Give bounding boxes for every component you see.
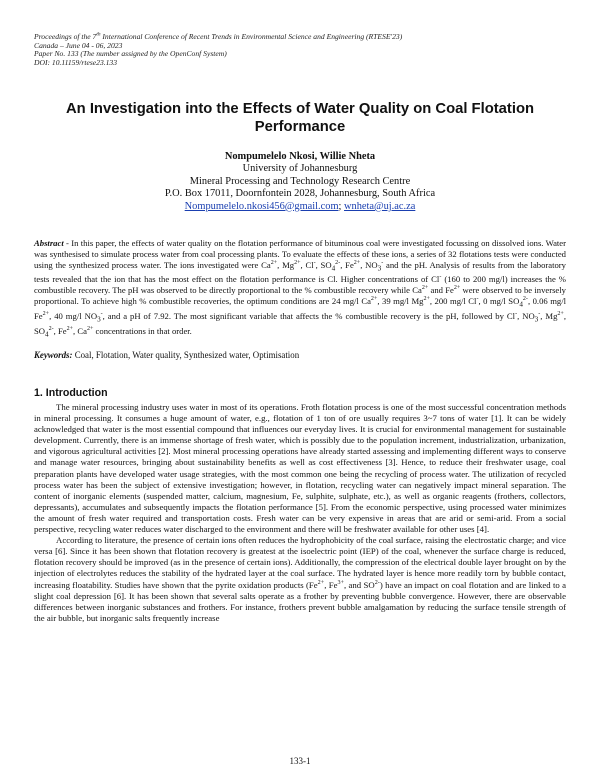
author-block — [40, 151, 560, 213]
paper-title: An Investigation into the Effects of Water Quality on Coal Flotation Performance — [65, 101, 535, 135]
email-link-1[interactable]: Nompumelelo.nkosi456@gmail.com — [184, 200, 339, 212]
email-link-2[interactable]: wnheta@uj.ac.za — [344, 200, 416, 212]
intro-paragraph-1: The mineral processing industry uses water in most of its operations. Froth flotation process is one of the most successful concentration methods in mineral processing. It consumes a huge amount of water, e.g., flotation of 1 ton of ore usually requires 3~7 tons of water [1]. It can be widely acknowledged that water is the most essential compound that influences our everyday lives. It is crucial for environmental management for sustainable development. Currently, there is an immense shortage of fresh water, which is possibly due to the population increment, industrialization, urbanization, and vigorous agricultural activities [2]. Most mineral processing operations have already started assessing and implementing different ways to conserve and manage water resources, bringing about sustainability benefits as well as cost effectiveness [3]. Hence, to reduce their freshwater usage, coal preparation plants have developed water usage strategies, with the most common one being the recycling of process water. The utilization of recycled process water has been the subject of extensive investigation; however, in flotation, recycling water can negatively impact mineral separation. The content of inorganic elements (suspended matter, calcium, magnesium, Fe, sulphite, sulphate, etc.), as well as organic reagents (frothers, collectors, depressants), accumulates and subsequently impacts the flotation performance [5]. From the economic perspective, using processed water minimizes the amount of fresh water required and transportation costs. Fresh water can be very expensive in areas that are arid or semi-arid. From a social perspective, recycling water reduces water discharged to the environment and there will be freshwater available for other uses [4]. — [34, 402, 566, 535]
keywords-text: Coal, Flotation, Water quality, Synthesized water, Optimisation — [74, 350, 300, 360]
abstract — [34, 238, 566, 340]
affiliation-university: University of Johannesburg — [242, 163, 358, 175]
keywords-label: Keywords: — [34, 350, 73, 360]
email-line: Nompumelelo.nkosi456@gmail.com; wnheta@uj.ac.za — [184, 200, 416, 212]
affiliation-centre: Mineral Processing and Technology Research Centre — [189, 175, 411, 187]
introduction-body — [34, 402, 566, 624]
proceedings-line: Proceedings of the 7th International Conference of Recent Trends in Environmental Science and Engineering (RTESE'23) — [34, 31, 403, 41]
abstract-text: - In this paper, the effects of water quality on the flotation performance of bituminous coal were investigated focussing on dissolved ions. Water was synthesised to simulate process water from coal processing plants. To evaluate the effects of these ions, a series of 32 flotations tests were conducted using the synthesized process water. The ions investigated were $Ca^{2+}$, $Mg^{2+}$, Cl-, $SO_4^{2-}$, $Fe^{2+}$, $NO_3^-$ and the pH. Analysis of results from the laboratory tests revealed that the ion that has the most effect on the flotation performance is Cl. Higher concentrations of Cl- (160 to 200 mg/l) increases the % combustible recovery. The pH was observed to be directly proportional to the % combustible recovery while $Ca^{2+}$ and $Fe^{2+}$ were observed to be inversely proportional. To achieve high % combustible recoveries, the optimum conditions are 24 mg/l $Ca^{2+}$, 39 mg/l $Mg^{2+}$, 200 mg/l Cl-, 0 mg/l $SO_4^{2-}$, 0.06 mg/l $Fe^{2+}$, 40 mg/l $NO_3^-$, and a pH of 7.92. The most significant variable that affects the % combustible recovery is the pH, followed by Cl-, $NO_3^-$, $Mg^{2+}$, $SO_4^{2-}$, $Fe^{2+}$, $Ca^{2+}$ concentrations in that order. — [34, 238, 567, 339]
section-heading-introduction: 1. Introduction — [34, 387, 108, 399]
paper-number: Paper No. 133 (The number assigned by the OpenConf System) — [34, 49, 227, 59]
proceedings-header — [34, 33, 574, 67]
keywords — [34, 350, 566, 361]
page-number: 133-1 — [289, 756, 311, 766]
doi: DOI: 10.11159/rtese23.133 — [34, 57, 118, 67]
abstract-label: Abstract — [34, 238, 64, 248]
postal-address: P.O. Box 17011, Doornfontein 2028, Johannesburg, South Africa — [164, 188, 436, 200]
author-names: Nompumelelo Nkosi, Willie Nheta — [224, 151, 376, 162]
intro-paragraph-2: According to literature, the presence of certain ions often reduces the hydrophobicity of the coal surface, raising the electrostatic charge; and vice versa [6]. Since it has been shown that flotation recovery is greatest at the isoelectric point (IEP) of the coal, whenever the surface charge is reduced, flotation recovery should be improved (as in the presence of certain ions). Additionally, the compression of the electrical double layer brought on by the injection of electrolytes reduces the stability of the hydrated layer at the coal surface. The hydrated layer is hence more readily torn by bubble contact, increasing floatability. Studies have shown that the pyrite oxidation products ($Fe^{2+}$, $Fe^{3+}$, and $SO^{2-}$) have an impact on coal flotation and are linked to a slight coal depression [6]. It has been shown that several salts operate as a frother by preventing bubble convergence. However, there are observable differences between inorganic substances and frothers. For instance, frothers prevent bubble amalgamation by reducing the surface tensile strength of the air bubble, but inorganic salts frequently increase — [34, 535, 567, 623]
conference-dates: Canada – June 04 - 06, 2023 — [34, 40, 123, 50]
